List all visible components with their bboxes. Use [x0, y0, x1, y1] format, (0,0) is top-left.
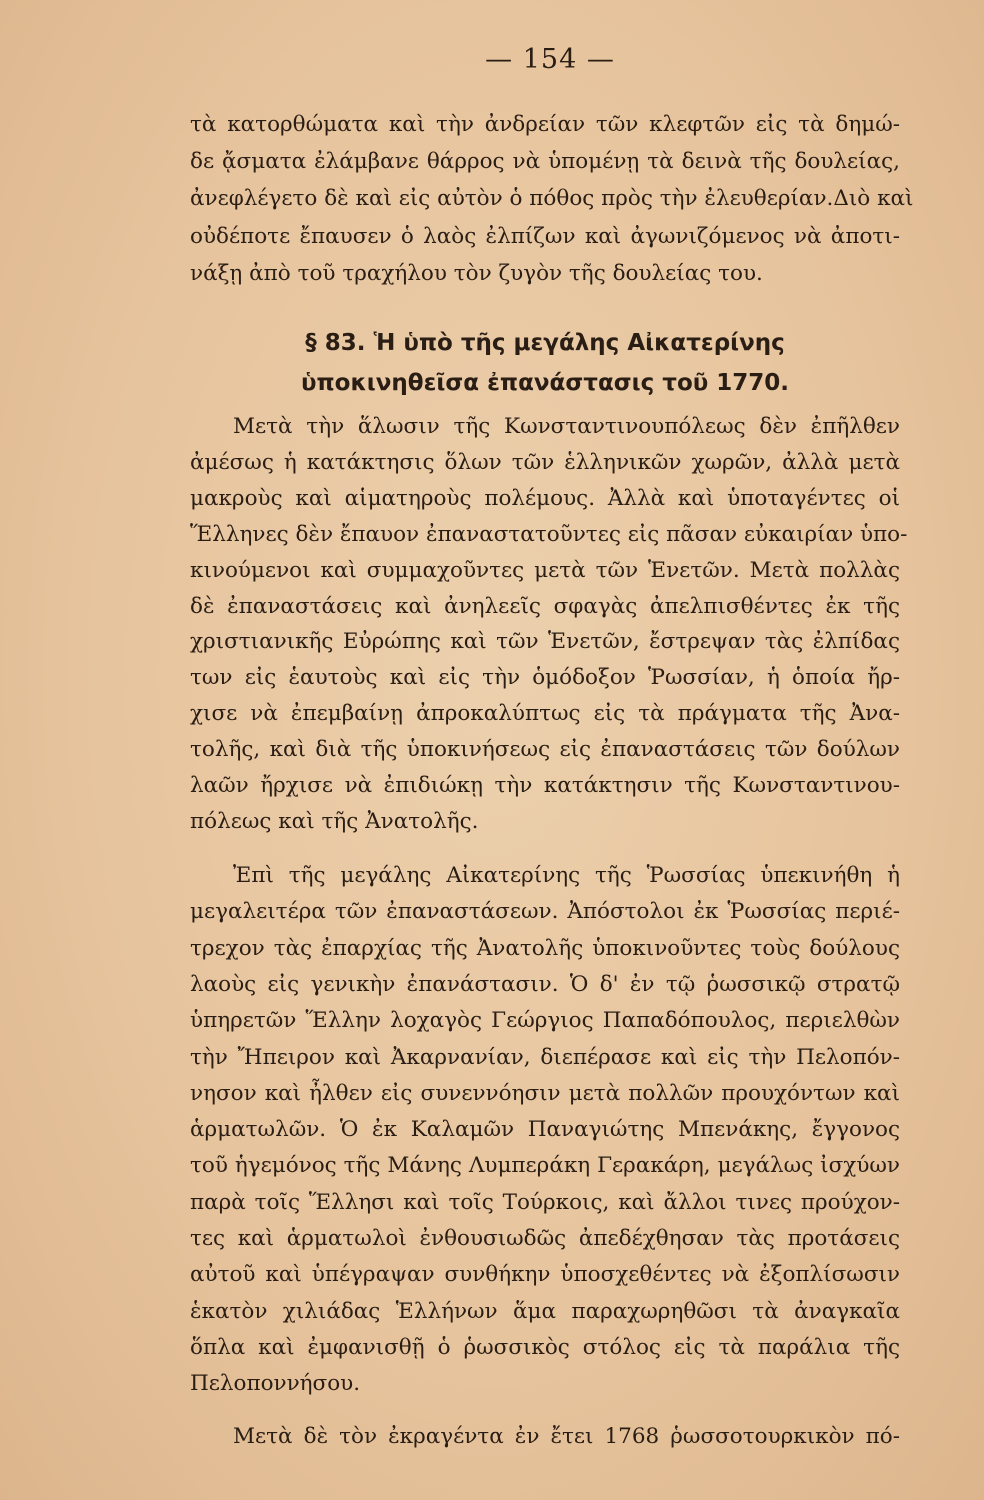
text-line: χριστιανικῆς Εὐρώπης καὶ τῶν Ἑνετῶν, ἔστρεψαν τὰς ἐλπίδας [190, 629, 900, 655]
text-line: ὅπλα καὶ ἐμφανισθῇ ὁ ῥωσσικὸς στόλος εἰς τὰ παράλια τῆς [190, 1334, 900, 1360]
text-line: τὰ κατορθώματα καὶ τὴν ἀνδρείαν τῶν κλεφτῶν εἰς τὰ δημώ- [190, 112, 900, 137]
text-line: ἀνεφλέγετο δὲ καὶ εἰς αὐτὸν ὁ πόθος πρὸς τὴν ἐλευθερίαν.Διὸ καὶ [190, 186, 914, 212]
text-line: μακροὺς καὶ αἱματηροὺς πολέμους. Ἀλλὰ καὶ ὑποταγέντες οἱ [190, 485, 900, 511]
text-line: κινούμενοι καὶ συμμαχοῦντες μετὰ τῶν Ἑνετῶν. Μετὰ πολλὰς [190, 557, 900, 583]
text-line: τοῦ ἡγεμόνος τῆς Μάνης Λυμπεράκη Γερακάρη, μεγάλως ἰσχύων [190, 1153, 900, 1179]
text-line: δε ᾄσματα ἐλάμβανε θάρρος νὰ ὑπομένῃ τὰ δεινὰ τῆς δουλείας, [190, 149, 900, 175]
text-line: ἑκατὸν χιλιάδας Ἑλλήνων ἅμα παραχωρηθῶσι τὰ ἀναγκαῖα [190, 1298, 900, 1324]
text-line: οὐδέποτε ἔπαυσεν ὁ λαὸς ἐλπίζων καὶ ἀγωνιζόμενος νὰ ἀποτι- [190, 223, 900, 249]
text-line: νάξῃ ἀπὸ τοῦ τραχήλου τὸν ζυγὸν τῆς δουλείας του. [190, 260, 763, 286]
text-line: τὴν Ἤπειρον καὶ Ἀκαρνανίαν, διεπέρασε καὶ εἰς τὴν Πελοπόν- [190, 1044, 900, 1070]
text-line: τες καὶ ἁρματωλοὶ ἐνθουσιωδῶς ἀπεδέχθησαν τὰς προτάσεις [190, 1226, 900, 1251]
text-line: ἁρματωλῶν. Ὁ ἐκ Καλαμῶν Παναγιώτης Μπενάκης, ἔγγονος [190, 1117, 900, 1143]
text-line: πόλεως καὶ τῆς Ἀνατολῆς. [190, 808, 479, 834]
section-heading-line: ὑποκινηθεῖσα ἐπανάστασις τοῦ 1770. [300, 370, 790, 396]
text-line: Μετὰ τὴν ἅλωσιν τῆς Κωνσταντινουπόλεως δὲν ἐπῆλθεν [233, 414, 900, 439]
text-line: ὑπηρετῶν Ἕλλην λοχαγὸς Γεώργιος Παπαδόπουλος, περιελθὼν [190, 1008, 900, 1034]
page-number: — 154 — [485, 44, 615, 75]
text-line: Ἕλληνες δὲν ἔπαυον ἐπαναστατοῦντες εἰς πᾶσαν εὐκαιρίαν ὑπο- [190, 521, 908, 547]
text-line: νησον καὶ ἦλθεν εἰς συνεννόησιν μετὰ πολλῶν προυχόντων καὶ [190, 1080, 900, 1106]
text-line: δὲ ἐπαναστάσεις καὶ ἀνηλεεῖς σφαγὰς ἀπελπισθέντες ἐκ τῆς [190, 593, 900, 619]
text-line: λαῶν ἤρχισε νὰ ἐπιδιώκῃ τὴν κατάκτησιν τῆς Κωνσταντινου- [190, 773, 900, 798]
text-line: τρεχον τὰς ἐπαρχίας τῆς Ἀνατολῆς ὑποκινοῦντες τοὺς δούλους [190, 935, 900, 961]
text-line: χισε νὰ ἐπεμβαίνῃ ἀπροκαλύπτως εἰς τὰ πράγματα τῆς Ἀνα- [190, 701, 900, 727]
text-line: παρὰ τοῖς Ἕλλησι καὶ τοῖς Τούρκοις, καὶ ἄλλοι τινες προύχον- [190, 1189, 900, 1215]
text-line: Μετὰ δὲ τὸν ἐκραγέντα ἐν ἔτει 1768 ῥωσσοτουρκικὸν πό- [233, 1424, 900, 1449]
text-line: αὐτοῦ καὶ ὑπέγραψαν συνθήκην ὑποσχεθέντες νὰ ἐξοπλίσωσιν [190, 1262, 900, 1288]
text-line: μεγαλειτέρα τῶν ἐπαναστάσεων. Ἀπόστολοι ἐκ Ῥωσσίας περιέ- [190, 899, 900, 925]
text-line: τολῆς, καὶ διὰ τῆς ὑποκινήσεως εἰς ἐπαναστάσεις τῶν δούλων [190, 737, 900, 763]
section-heading: § 83. Ἡ ὑπὸ τῆς μεγάλης Αἰκατερίνης [305, 330, 785, 356]
text-line: Ἐπὶ τῆς μεγάλης Αἰκατερίνης τῆς Ῥωσσίας ὑπεκινήθη ἡ [233, 863, 900, 888]
text-line: λαοὺς εἰς γενικὴν ἐπανάστασιν. Ὁ δ' ἐν τῷ ῥωσσικῷ στρατῷ [190, 971, 900, 997]
text-line: Πελοποννήσου. [190, 1371, 361, 1397]
text-line: των εἰς ἑαυτοὺς καὶ εἰς τὴν ὁμόδοξον Ῥωσσίαν, ἡ ὁποία ἤρ- [190, 665, 900, 691]
text-line: ἀμέσως ἡ κατάκτησις ὅλων τῶν ἑλληνικῶν χωρῶν, ἀλλὰ μετὰ [190, 449, 900, 475]
